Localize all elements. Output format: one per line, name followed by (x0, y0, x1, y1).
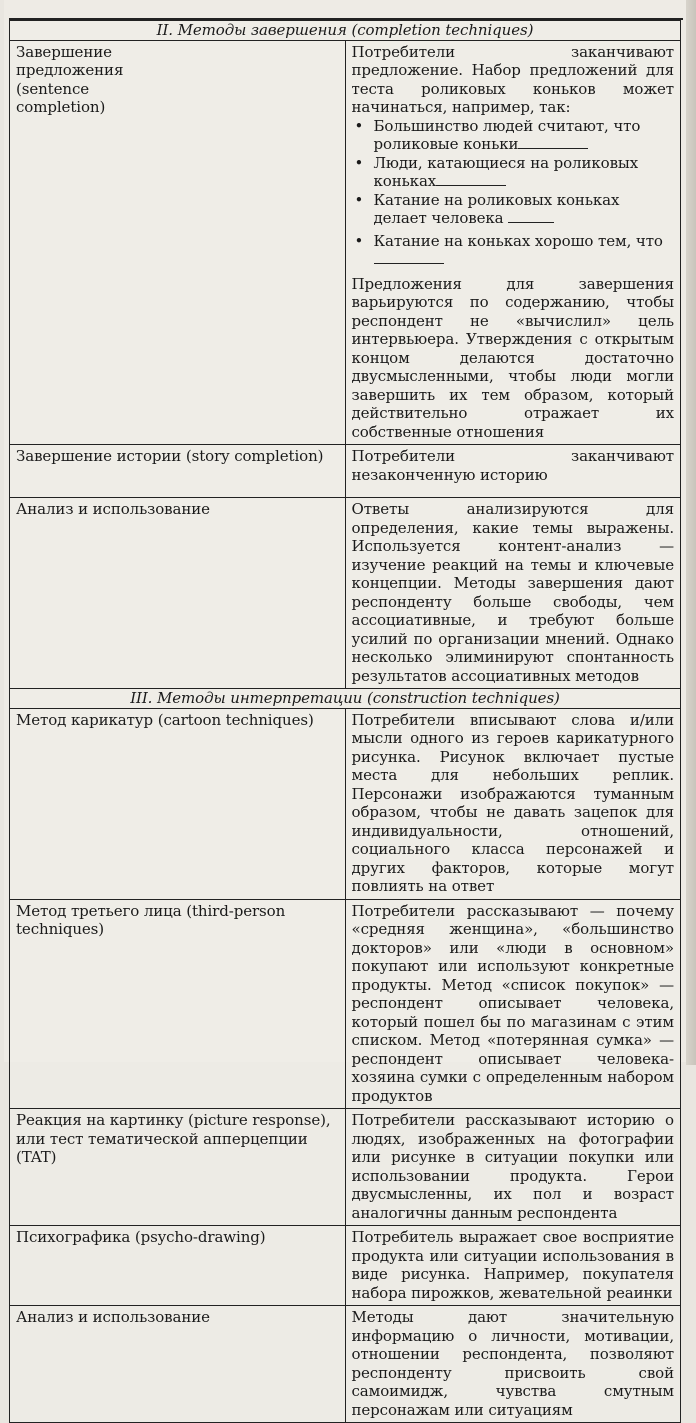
item-text: Люди, катающиеся на роликовых коньках (373, 153, 639, 190)
blank-line (508, 210, 554, 223)
table-row (10, 445, 681, 498)
method-name: Анализ и использование (10, 498, 346, 689)
method-description: Потребители рассказывают историю о людях, изображенных на фотографии или рисунке в ситуации покупки или использовании продукта. Герои двусмысленны, их пол и возраст аналогичны данным респондента (345, 1109, 681, 1226)
example-list (352, 117, 675, 269)
page-edge-shadow (686, 0, 696, 1065)
table-row (10, 899, 681, 1109)
section-header-completion (10, 21, 681, 41)
method-description: Потребители вписывают слова и/или мысли одного из героев карикатурного рисунка. Рисунок включает пустые места для небольших реплик. Персонажи изображаются туманным образом, чтобы не давать зацепок для индивидуальности, отношений, социального класса персонажей и других факторов, которые могут повлиять на ответ (345, 708, 681, 899)
table-row (10, 40, 681, 445)
method-name: Метод карикатур (cartoon techniques) (10, 708, 346, 899)
section-title: III. Методы интерпретации (construction techniques) (10, 689, 681, 709)
method-name: Метод третьего лица (third-person techniques) (10, 899, 346, 1109)
bullet-icon: • (354, 190, 364, 209)
table-row (10, 498, 681, 689)
method-name-text: Завершение предложения (sentence completion) (16, 42, 124, 116)
method-name (10, 40, 346, 445)
description-intro: Потребители заканчивают предложение. Набор предложений для теста роликовых коньков может начинаться, например, так: (351, 42, 674, 116)
list-item (352, 191, 675, 228)
method-description: Методы дают значительную информацию о личности, мотивации, отношении респондента, позволяют респонденту присвоить свой самоимидж, чувства смутным персонажам или ситуациям (345, 1306, 681, 1423)
method-name: Анализ и использование (10, 1306, 346, 1423)
method-name: Психографика (psycho-drawing) (10, 1226, 346, 1306)
method-description: Потребитель выражает свое восприятие продукта или ситуации использования в виде рисунка. Например, покупателя набора пирожков, жевательной реаинки (345, 1226, 681, 1306)
method-name: Завершение истории (story completion) (10, 445, 346, 498)
bullet-icon: • (354, 116, 364, 135)
blank-line (518, 136, 588, 149)
list-item (352, 154, 675, 191)
table-row (10, 1226, 681, 1306)
list-item (352, 232, 675, 269)
description-note: Предложения для завершения варьируются по содержанию, чтобы респондент не «вычислил» цель интервьюера. Утверждения с открытым концом делаются достаточно двусмысленными, чтобы люди могли завершить их тем образом, который действительно отражает их собственные отношения (351, 274, 674, 441)
list-item (352, 117, 675, 154)
item-text: Большинство людей считают, что роликовые коньки (373, 116, 641, 153)
method-description: Потребители рассказывают — почему «средняя женщина», «большинство докторов» или «люди в основном» покупают или используют конкретные продукты. Метод «список покупок» — респондент описывает человека, который пошел бы по магазинам с этим списком. Метод «потерянная сумка» — респондент описывает человека-хозяина сумки с определенным набором продуктов (345, 899, 681, 1109)
section-header-construction (10, 689, 681, 709)
methods-table (9, 20, 681, 1423)
blank-line (374, 251, 444, 264)
section-title: II. Методы завершения (completion techniques) (10, 21, 681, 41)
table-row (10, 708, 681, 899)
table-row (10, 1109, 681, 1226)
item-text: Катание на коньках хорошо тем, что (373, 231, 663, 250)
item-text: Катание на роликовых коньках делает человека (373, 190, 620, 227)
method-description: Потребители заканчивают незаконченную историю (345, 445, 681, 498)
table-row (10, 1306, 681, 1423)
method-description: Ответы анализируются для определения, какие темы выражены. Используется контент-анализ — изучение реакций на темы и ключевые концепции. Методы завершения дают респонденту больше свободы, чем ассоциативные, и требуют больше усилий по организации мнений. Однако несколько элиминируют спонтанность результатов ассоциативных методов (345, 498, 681, 689)
method-name: Реакция на картинку (picture response), или тест тематической апперцепции (TAT) (10, 1109, 346, 1226)
bullet-icon: • (354, 231, 364, 250)
blank-line (436, 173, 506, 186)
method-description (345, 40, 681, 445)
bullet-icon: • (354, 153, 364, 172)
